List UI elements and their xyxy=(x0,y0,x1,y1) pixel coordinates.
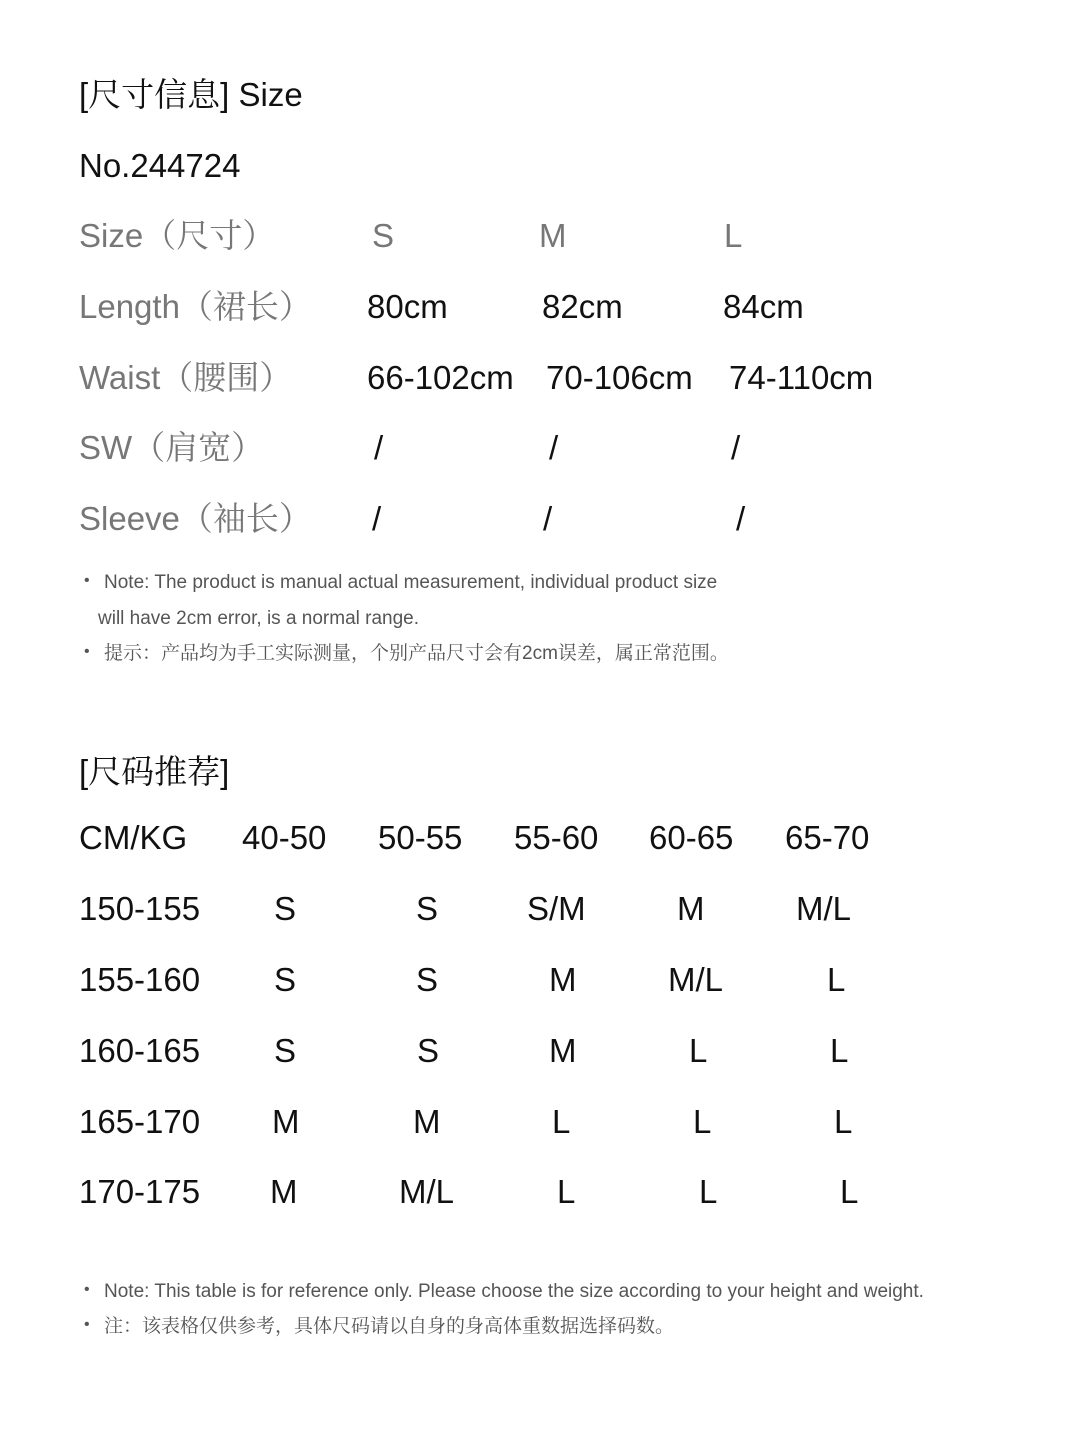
size-row-label: Length（裙长） xyxy=(79,288,312,325)
size-cell: 82cm xyxy=(542,288,623,325)
size-row-label: Sleeve（袖长） xyxy=(79,500,312,537)
recommend-cell: M/L xyxy=(399,1173,455,1210)
recommend-cell: L xyxy=(557,1173,576,1210)
recommend-header-cell: 60-65 xyxy=(649,819,734,856)
size-row-label: Waist（腰围） xyxy=(79,359,293,396)
recommend-cell: L xyxy=(830,1032,849,1069)
recommend-cell: S xyxy=(274,961,297,998)
recommend-cell: L xyxy=(552,1103,571,1140)
bullet-icon: • xyxy=(84,1316,90,1333)
recommend-cell: S xyxy=(274,1032,297,1069)
note-text: 注：该表格仅供参考，具体尺码请以自身的身高体重数据选择码数。 xyxy=(104,1316,675,1337)
size-cell: L xyxy=(724,217,743,254)
bullet-icon: • xyxy=(84,1281,90,1298)
note-text: 提示：产品均为手工实际测量，个别产品尺寸会有2cm误差，属正常范围。 xyxy=(104,643,729,664)
recommend-row-label: 160-165 xyxy=(79,1032,201,1069)
product-number: No.244724 xyxy=(79,147,241,184)
bullet-icon: • xyxy=(84,572,90,589)
size-cell: / xyxy=(731,429,741,466)
size-info-title: [尺寸信息] Size xyxy=(79,76,303,113)
recommend-cell: M/L xyxy=(796,890,852,927)
recommend-cell: L xyxy=(693,1103,712,1140)
recommend-cell: M xyxy=(413,1103,441,1140)
recommend-row-label: 165-170 xyxy=(79,1103,201,1140)
recommend-cell: L xyxy=(699,1173,718,1210)
size-cell: S xyxy=(372,217,395,254)
recommend-cell: M xyxy=(549,1032,577,1069)
recommend-row-label: 155-160 xyxy=(79,961,201,998)
size-cell: / xyxy=(374,429,384,466)
recommend-cell: M xyxy=(549,961,577,998)
recommend-cell: M xyxy=(270,1173,298,1210)
note-text: will have 2cm error, is a normal range. xyxy=(98,608,420,629)
size-cell: / xyxy=(736,500,746,537)
recommend-cell: S xyxy=(417,1032,440,1069)
size-cell: 66-102cm xyxy=(367,359,514,396)
size-cell: 74-110cm xyxy=(729,359,874,396)
recommend-cell: L xyxy=(834,1103,853,1140)
recommend-cell: S xyxy=(416,961,439,998)
recommend-cell: S/M xyxy=(527,890,586,927)
recommend-cell: L xyxy=(827,961,846,998)
note-text: Note: The product is manual actual measurement, individual product size xyxy=(104,572,718,593)
recommend-header-cell: 40-50 xyxy=(242,819,327,856)
bullet-icon: • xyxy=(84,643,90,660)
size-cell: / xyxy=(372,500,382,537)
recommend-cell: M xyxy=(272,1103,300,1140)
recommend-cell: M xyxy=(677,890,705,927)
recommend-header-cell: 50-55 xyxy=(378,819,463,856)
recommend-row-label: 170-175 xyxy=(79,1173,201,1210)
size-cell: 84cm xyxy=(723,288,804,325)
recommend-cell: S xyxy=(416,890,439,927)
size-cell: 80cm xyxy=(367,288,448,325)
recommend-cell: S xyxy=(274,890,297,927)
size-row-label: Size（尺寸） xyxy=(79,217,276,254)
size-row-label: SW（肩宽） xyxy=(79,429,265,466)
size-cell: 70-106cm xyxy=(546,359,693,396)
recommend-cell: L xyxy=(840,1173,859,1210)
size-cell: M xyxy=(539,217,567,254)
note-text: Note: This table is for reference only. Please choose the size according to your height and weight. xyxy=(104,1281,924,1302)
size-cell: / xyxy=(549,429,559,466)
size-cell: / xyxy=(543,500,553,537)
recommend-header-cell: 65-70 xyxy=(785,819,870,856)
recommend-header-cell: CM/KG xyxy=(79,819,188,856)
recommend-row-label: 150-155 xyxy=(79,890,201,927)
recommend-cell: L xyxy=(689,1032,708,1069)
recommend-cell: M/L xyxy=(668,961,724,998)
recommend-header-cell: 55-60 xyxy=(514,819,599,856)
recommend-title: [尺码推荐] xyxy=(79,753,230,790)
